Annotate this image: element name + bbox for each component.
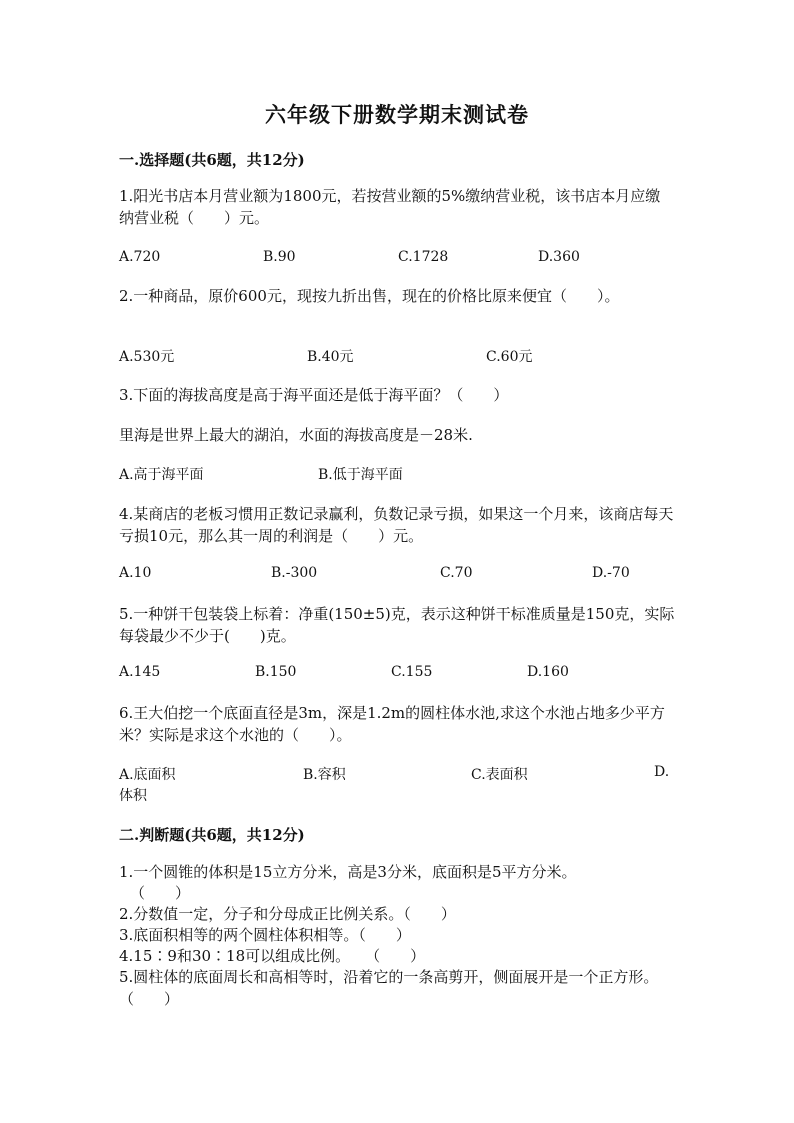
- option-2a: A.530元: [119, 349, 175, 365]
- option-2b: B.40元: [307, 349, 354, 365]
- judgment-item-2: 2.分数值一定，分子和分母成正比例关系。（ ）: [119, 905, 456, 923]
- option-2c: C.60元: [486, 349, 533, 365]
- question-4: 4.某商店的老板习惯用正数记录赢利，负数记录亏损，如果这一个月来，该商店每天亏损10元，那么其一周的利润是（ ）元。: [119, 505, 674, 545]
- section-heading-choice: 一.选择题(共6题，共12分): [119, 151, 305, 169]
- option-4c: C.70: [440, 565, 473, 581]
- option-1a: A.720: [119, 249, 161, 265]
- option-1c: C.1728: [398, 249, 449, 265]
- option-5b: B.150: [255, 664, 297, 680]
- page-title: 六年级下册数学期末测试卷: [265, 102, 529, 127]
- option-5d: D.160: [527, 664, 569, 680]
- option-1d: D.360: [538, 249, 580, 265]
- option-3a: A.高于海平面: [119, 467, 204, 483]
- judgment-item-5: 5.圆柱体的底面周长和高相等时，沿着它的一条高剪开，侧面展开是一个正方形。（ ）: [119, 968, 659, 1008]
- option-5c: C.155: [391, 664, 433, 680]
- option-6a: A.底面积: [119, 767, 176, 783]
- option-3b: B.低于海平面: [318, 467, 403, 483]
- question-1: 1.阳光书店本月营业额为1800元，若按营业额的5%缴纳营业税，该书店本月应缴纳营业税（ ）元。: [119, 187, 661, 227]
- question-3-context: 里海是世界上最大的湖泊，水面的海拔高度是－28米.: [119, 426, 473, 444]
- judgment-item-4: 4.15∶9和30∶18可以组成比例。 （ ）: [119, 947, 426, 965]
- option-1b: B.90: [263, 249, 296, 265]
- option-6c: C.表面积: [471, 767, 528, 783]
- option-6d: D.: [654, 764, 670, 780]
- judgment-item-1: 1.一个圆锥的体积是15立方分米，高是3分米，底面积是5平方分米。: [119, 863, 577, 881]
- question-3: 3.下面的海拔高度是高于海平面还是低于海平面？（ ）: [119, 386, 509, 404]
- judgment-item-1-blank: （ ）: [130, 884, 191, 902]
- option-6b: B.容积: [303, 767, 346, 783]
- option-4b: B.-300: [271, 565, 318, 581]
- judgment-item-3: 3.底面积相等的两个圆柱体积相等。（ ）: [119, 926, 411, 944]
- option-6d-text: 体积: [119, 788, 147, 804]
- option-4d: D.-70: [592, 565, 630, 581]
- option-5a: A.145: [119, 664, 161, 680]
- question-5: 5.一种饼干包装袋上标着：净重(150±5)克，表示这种饼干标准质量是150克，实际每袋最少不少于( )克。: [119, 605, 675, 645]
- section-heading-judgment: 二.判断题(共6题，共12分): [119, 826, 305, 844]
- question-2: 2.一种商品，原价600元，现按九折出售，现在的价格比原来便宜（ ）。: [119, 287, 620, 305]
- question-6: 6.王大伯挖一个底面直径是3m，深是1.2m的圆柱体水池,求这个水池占地多少平方米？实际是求这个水池的（ ）。: [119, 704, 665, 744]
- option-4a: A.10: [119, 565, 152, 581]
